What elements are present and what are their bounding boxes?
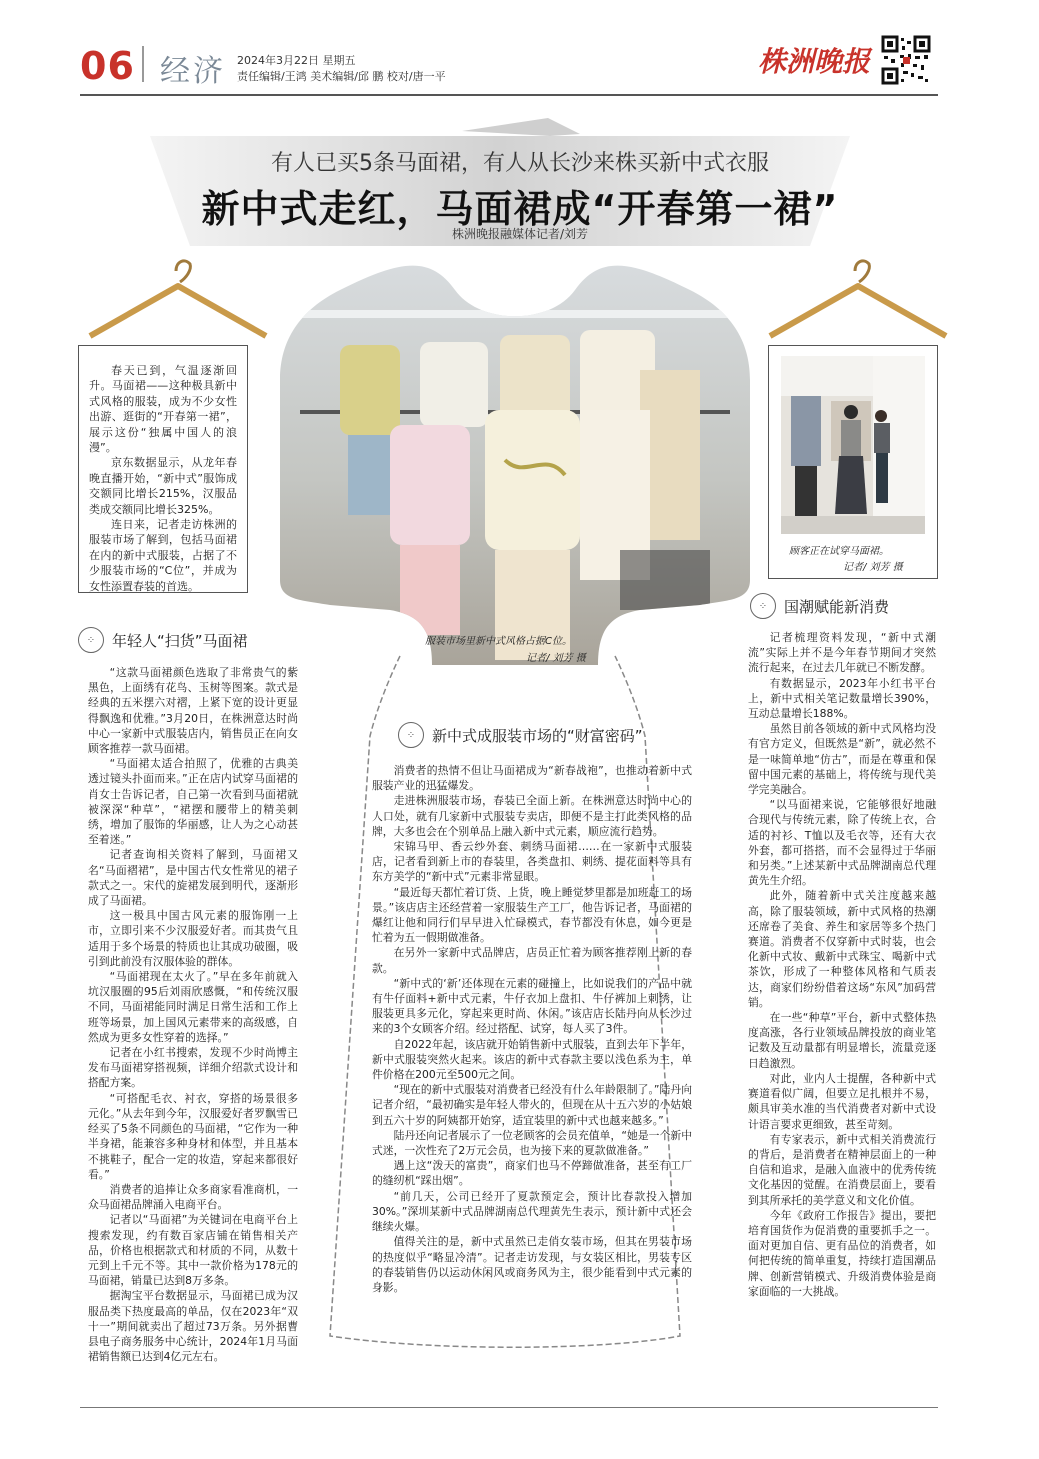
section3-paragraph: 在一些“种草”平台，新中式整体热度高涨，各行业领域品牌投放的商业笔记数及互动量都有明显增长，流量竞逐日趋激烈。 xyxy=(748,1011,936,1070)
section2-heading xyxy=(398,722,643,748)
lead-card xyxy=(78,345,248,593)
article-byline: 株洲晚报融媒体记者/刘芳 xyxy=(451,227,589,241)
section1-paragraph: 记者查询相关资料了解到，马面裙又名“马面褶裙”，是中国古代女性常见的裙子款式之一。宋代的旋裙发展到明代，逐渐形成了马面裙。 xyxy=(88,848,298,908)
main-photo-credit: 记者/ 刘芳 摄 xyxy=(526,653,586,664)
side-photo-card xyxy=(768,345,938,579)
section2-paragraph: 遇上这“泼天的富贵”，商家们也马不停蹄做准备，甚至有工厂的缝纫机“踩出烟”。 xyxy=(372,1159,692,1188)
section1-paragraph: 记者在小红书搜索，发现不少时尚博主发布马面裙穿搭视频，详细介绍款式设计和搭配方案。 xyxy=(88,1046,298,1090)
section2-paragraph: “现在的新中式服装对消费者已经没有什么年龄限制了。”陆丹向记者介绍，“最初确实是年轻人带火的，但现在从十五六岁的小姑娘到五六十岁的阿姨都开始穿，适宜装里的新中式也越来越多。” xyxy=(372,1083,692,1127)
section3-paragraph: 虽然目前各领域的新中式风格均没有官方定义，但既然是“新”，就必然不是一味简单地“仿古”，而是在尊重和保留中国元素的基础上，将传统与现代美学完美融合。 xyxy=(748,722,936,797)
editor-credits: 责任编辑/王鸿 美术编辑/邱 鹏 校对/唐一平 xyxy=(237,70,446,83)
section3-body xyxy=(748,630,936,1299)
article-subtitle: 有人已买5条马面裙，有人从长沙来株买新中式衣服 xyxy=(271,151,769,176)
section3-heading xyxy=(750,593,889,619)
section1-heading-text: 年轻人“扫货”马面裙 xyxy=(112,631,248,650)
section-marker-icon: ⁘ xyxy=(750,593,776,619)
footer-rule xyxy=(80,1407,938,1408)
section3-paragraph: “以马面裙来说，它能够很好地融合现代与传统元素，除了传统上衣，合适的衬衫、T恤以及毛衣等，还有大衣外套，都可搭搭，而不会显得过于华丽和另类。”上述某新中式品牌湖南总代理黄先生介绍。 xyxy=(748,798,936,888)
article-title: 新中式走红，马面裙成“开春第一裙” xyxy=(201,187,839,231)
main-photo-caption: 服装市场里新中式风格占据C位。 xyxy=(425,636,572,647)
section2-paragraph: 自2022年起，该店就开始销售新中式服装，直到去年下半年，新中式服装突然火起来。该店的新中式春款主要以浅色系为主，单件价格在200元至500元之间。 xyxy=(372,1037,692,1082)
section2-paragraph: 宋锦马甲、香云纱外套、刺绣马面裙……在一家新中式服装店，记者看到新上市的春装里，各类盘扣、刺绣、提花面料等具有东方美学的“新中式”元素非常显眼。 xyxy=(372,840,692,884)
section1-paragraph: “马面裙太适合拍照了，优雅的古典美透过镜头扑面而来。”正在店内试穿马面裙的肖女士告诉记者，自己第一次看到马面裙就被深深“种草”，“裙摆和腰带上的精美刺绣，增加了服饰的华丽感，让人为之心动甚至着迷。” xyxy=(88,757,298,847)
section3-heading-text: 国潮赋能新消费 xyxy=(784,597,890,616)
section-name: 经济 xyxy=(160,54,226,89)
section2-paragraph: 在另外一家新中式品牌店，店员正忙着为顾客推荐刚上新的春款。 xyxy=(372,946,692,975)
section-marker-icon: ⁘ xyxy=(78,627,104,653)
lead-text xyxy=(89,363,237,594)
section3-paragraph: 今年《政府工作报告》提出，要把培育国货作为促消费的重要抓手之一。面对更加自信、更有品位的消费者，如何把传统的简单重复，持续打造国潮品牌、创新营销模式、升级消费体验是商家面临的一大挑战。 xyxy=(748,1208,936,1298)
side-photo-caption: 顾客正在试穿马面裙。 xyxy=(789,546,889,557)
main-photo xyxy=(280,250,750,665)
section2-paragraph: 消费者的热情不但让马面裙成为“新春战袍”，也推动着新中式服装产业的迅猛爆发。 xyxy=(372,764,692,793)
section2-paragraph: “最近每天都忙着订货、上货，晚上睡觉梦里都是加班赶工的场景。”该店店主还经营着一家服装生产工厂，他告诉记者，马面裙的爆红让他和同行们早早进入忙碌模式，春节都没有休息，如今更是忙着为五一假期做准备。 xyxy=(372,885,692,945)
section3-paragraph: 记者梳理资料发现，“新中式潮流”实际上并不是今年春节期间才突然流行起来，在过去几年就已不断发酵。 xyxy=(748,631,936,675)
section1-paragraph: 这一极具中国古风元素的服饰刚一上市，立即引来不少汉服爱好者。而其贵气且适用于多个场景的特质也让其成功破圈，吸引到此前没有汉服体验的群体。 xyxy=(88,909,298,968)
section1-paragraph: “这款马面裙颜色选取了非常贵气的紫黑色，上面绣有花鸟、玉树等图案。款式是经典的五米摆六对褶，上紧下宽的设计更显得飘逸和优雅。”3月20日，在株洲意达时尚中心一家新中式服装店内，销售员正在向女顾客推荐一款马面裙。 xyxy=(88,666,298,756)
section1-paragraph: 据淘宝平台数据显示，马面裙已成为汉服品类下热度最高的单品，仅在2023年“双十一”期间就卖出了超过73万条。另外据曹县电子商务服务中心统计，2024年1月马面裙销售额已达到4亿元左右。 xyxy=(88,1289,298,1364)
side-photo-credit: 记者/ 刘芳 摄 xyxy=(843,562,903,573)
section1-paragraph: 消费者的追捧让众多商家看准商机，一众马面裙品牌涌入电商平台。 xyxy=(88,1182,298,1212)
lead-paragraph: 京东数据显示，从龙年春晚直播开始，“新中式”服饰成交额同比增长215%，汉服品类成交额同比增长325%。 xyxy=(89,456,237,516)
newspaper-logo: 株洲晚报 xyxy=(758,45,871,78)
section2-paragraph: 值得关注的是，新中式虽然已走俏女装市场，但其在男装市场的热度似乎“略显冷清”。记者走访发现，与女装区相比，男装专区的春装销售仍以运动休闲风或商务风为主，很少能看到中式元素的身影。 xyxy=(372,1235,692,1294)
section2-paragraph: “新中式的‘新’还体现在元素的碰撞上，比如说我们的产品中就有牛仔面料+新中式元素，牛仔衣加上盘扣、牛仔裤加上刺绣，让服装更具多元化，穿起来更时尚、休闲。”该店店长陆丹向从长沙过来的3个女顾客介绍。经过搭配、试穿，每人买了3件。 xyxy=(372,976,692,1036)
section1-heading xyxy=(78,627,248,653)
side-photo xyxy=(781,356,925,534)
section2-paragraph: 陆丹还向记者展示了一位老顾客的会员充值单，“她是一个新中式迷，一次性充了2万元会员，也为接下来的夏款做准备。” xyxy=(372,1128,692,1158)
lead-paragraph: 春天已到，气温逐渐回升。马面裙——这种极具新中式风格的服装，成为不少女性出游、逛街的“开春第一裙”，展示这份“独属中国人的浪漫”。 xyxy=(89,364,237,455)
header-divider xyxy=(142,46,144,82)
section1-body xyxy=(88,665,298,1364)
section2-heading-text: 新中式成服装市场的“财富密码” xyxy=(432,726,643,745)
lead-paragraph: 连日来，记者走访株洲的服装市场了解到，包括马面裙在内的新中式服装，占据了不少服装市场的“C位”，并成为女性添置春装的首选。 xyxy=(89,518,237,593)
section3-paragraph: 有数据显示，2023年小红书平台上，新中式相关笔记数量增长390%，互动总量增长188%。 xyxy=(748,676,936,721)
section2-paragraph: 走进株洲服装市场，春装已全面上新。在株洲意达时尚中心的人口处，就有几家新中式服装专卖店，即便不是主打此类风格的品牌，大多也会在个别单品上融入新中式元素，顺应流行趋势。 xyxy=(372,794,692,838)
qr-code-icon[interactable] xyxy=(881,35,931,85)
section-marker-icon: ⁘ xyxy=(398,722,424,748)
issue-date: 2024年3月22日 星期五 xyxy=(237,54,356,67)
section3-paragraph: 有专家表示，新中式相关消费流行的背后，是消费者在精神层面上的一种自信和追求，是融入血液中的优秀传统文化基因的觉醒。在消费层面上，要看到其所承托的美学意义和文化价值。 xyxy=(748,1132,936,1207)
section3-paragraph: 对此，业内人士提醒，各种新中式赛道看似广阔，但要立足扎根并不易，颇具审美水准的当代消费者对新中式设计语言要求更细致，甚至苛刻。 xyxy=(748,1071,936,1131)
page-number: 06 xyxy=(80,44,135,88)
section1-paragraph: 记者以“马面裙”为关键词在电商平台上搜索发现，约有数百家店铺在销售相关产品，价格也根据款式和材质的不同，从数十元到上千元不等。其中一款价格为178元的马面裙，销量已达到8万多条。 xyxy=(88,1213,298,1288)
section2-paragraph: “前几天，公司已经开了夏款预定会，预计比春款投入增加30%。”深圳某新中式品牌湖南总代理黄先生表示，预计新中式还会继续火爆。 xyxy=(372,1189,692,1234)
section1-paragraph: “可搭配毛衣、衬衣，穿搭的场景很多元化。”从去年到今年，汉服爱好者罗飘雪已经买了5条不同颜色的马面裙，“它作为一种半身裙，能兼容多种身材和体型，并且基本不挑鞋子，配合一定的妆造，穿起来都很好看。” xyxy=(88,1091,298,1181)
section3-paragraph: 此外，随着新中式关注度越来越高，除了服装领域，新中式风格的热潮还席卷了美食、养生和家居等多个热门赛道。消费者不仅穿新中式时装，也会化新中式妆、戴新中式珠宝、喝新中式茶饮，形成了一种整体风格和气质表达，商家们纷纷借着这场“东风”加码营销。 xyxy=(748,889,936,1009)
section1-paragraph: “马面裙现在太火了。”早在多年前就入坑汉服圈的95后刘雨欣感慨，“和传统汉服不同，马面裙能同时满足日常生活和工作上班等场景，加上国风元素带来的高级感，自然成为更多女性穿着的选择。” xyxy=(88,970,298,1044)
section2-body xyxy=(372,763,692,1295)
